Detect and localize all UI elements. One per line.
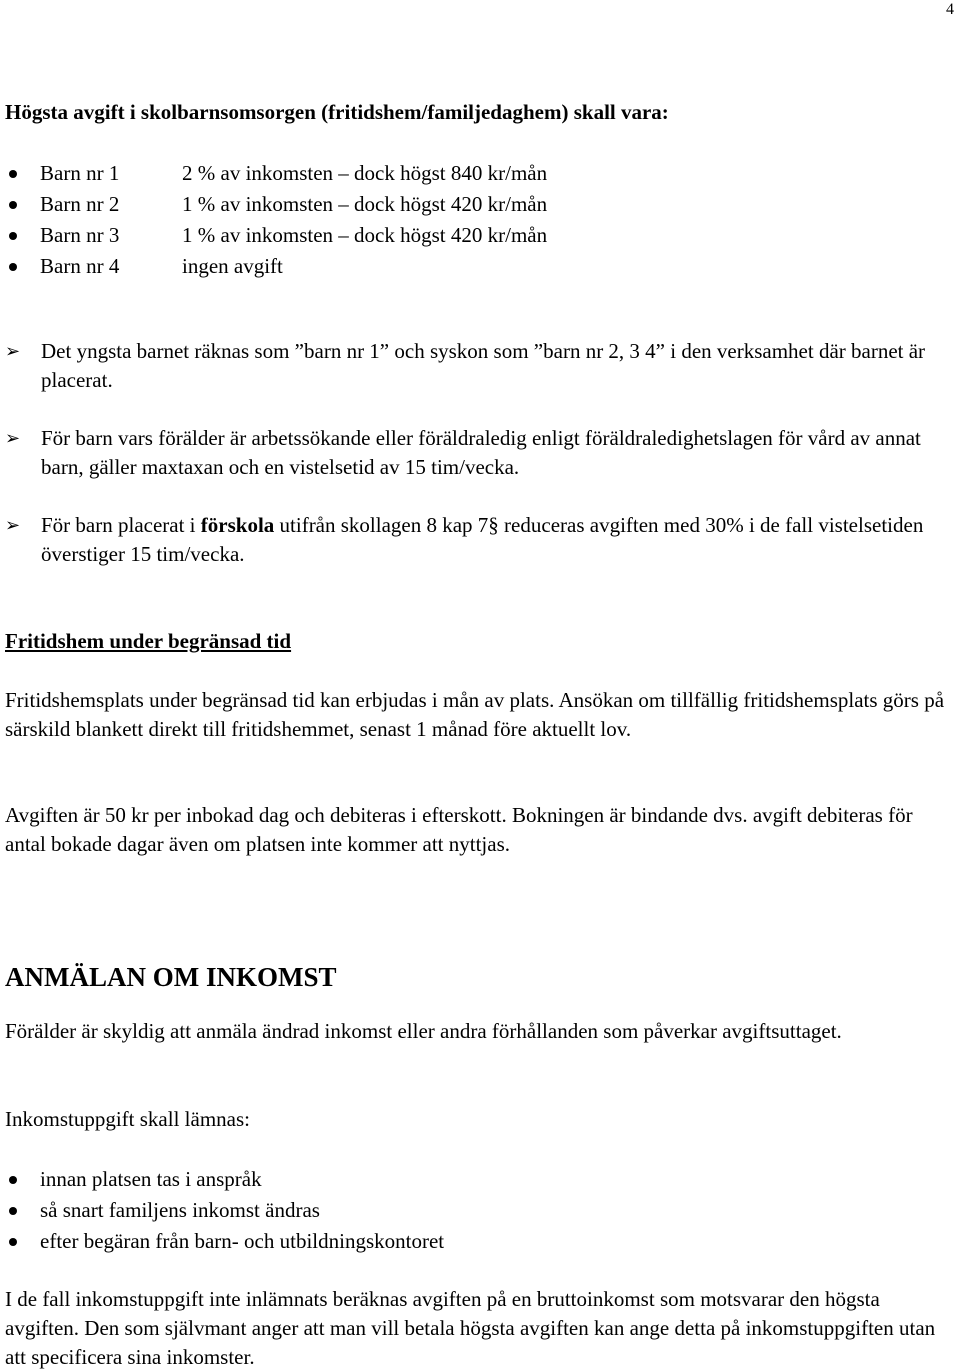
list-item (9, 1164, 444, 1195)
arrow-bullet-icon: ➢ (5, 428, 21, 448)
fee-amount: 1 % av inkomsten – dock högst 420 kr/mån (182, 192, 548, 216)
fee-amount: ingen avgift (182, 254, 283, 278)
income-list (9, 1164, 444, 1257)
section-title: Fritidshem under begränsad tid (5, 629, 292, 653)
page-number: 4 (946, 1, 954, 18)
list-item (9, 1195, 444, 1226)
income-heading: ANMÄLAN OM INKOMST (5, 962, 337, 992)
fee-amount: 2 % av inkomsten – dock högst 840 kr/mån (182, 161, 548, 185)
bullet-icon (9, 263, 17, 271)
arrow-list-item (5, 337, 955, 395)
closing-paragraph: I de fall inkomstuppgift inte inlämnats beräknas avgiften på en bruttoinkomst som motsvarar den högsta avgiften. Den som självmant anger att man vill betala högsta avgiften kan ange detta på inkomstuppgiften utan att specificera sina inkomster. (5, 1287, 936, 1369)
income-list-intro: Inkomstuppgift skall lämnas: (5, 1107, 250, 1131)
fee-row (9, 158, 547, 189)
bullet-icon (9, 1207, 17, 1215)
paragraph: Avgiften är 50 kr per inbokad dag och debiteras i efterskott. Bokningen är bindande dvs. avgift debiteras för antal bokade dagar även om platsen inte kommer att nyttjas. (5, 803, 913, 856)
fee-row (9, 251, 547, 282)
paragraph: Fritidshemsplats under begränsad tid kan erbjudas i mån av plats. Ansökan om tillfällig fritidshemsplats görs på särskild blankett direkt till fritidshemmet, senast 1 månad före aktuellt lov. (5, 688, 945, 741)
arrow-item-text-start: För barn placerat i (41, 513, 201, 537)
arrow-item-text: För barn vars förälder är arbetssökande eller föräldraledig enligt föräldraledighetslagen för vård av annat barn, gäller maxtaxan och en vistelsetid av 15 tim/vecka. (41, 426, 921, 479)
arrow-item-text (41, 511, 955, 569)
bullet-icon (9, 1238, 17, 1246)
bullet-icon (9, 1176, 17, 1184)
list-item-text: efter begäran från barn- och utbildningskontoret (40, 1229, 445, 1253)
fee-row (9, 189, 547, 220)
bullet-icon (9, 170, 17, 178)
fee-child: Barn nr 3 (40, 223, 120, 247)
fee-amount: 1 % av inkomsten – dock högst 420 kr/mån (182, 223, 548, 247)
arrow-list-item (5, 511, 955, 569)
fee-list (9, 158, 547, 282)
income-paragraph: Förälder är skyldig att anmäla ändrad inkomst eller andra förhållanden som påverkar avgiftsuttaget. (5, 1019, 842, 1043)
arrow-item-text: Det yngsta barnet räknas som ”barn nr 1” och syskon som ”barn nr 2, 3 4” i den verksamhet där barnet är placerat. (41, 339, 926, 392)
list-item-text: så snart familjens inkomst ändras (40, 1198, 320, 1222)
fee-row (9, 220, 547, 251)
arrow-bullet-icon: ➢ (5, 341, 21, 361)
fee-child: Barn nr 2 (40, 192, 120, 216)
list-item-text: innan platsen tas i anspråk (40, 1167, 262, 1191)
arrow-item-text-end: utifrån skollagen 8 kap 7§ reduceras avgiften med 30% i de fall vistelsetiden överstiger 15 tim/vecka. (41, 513, 924, 566)
arrow-bullet-icon: ➢ (5, 515, 21, 535)
fee-heading: Högsta avgift i skolbarnsomsorgen (fritidshem/familjedaghem) skall vara: (5, 100, 669, 124)
arrow-list-item (5, 424, 955, 482)
arrow-item-text-bold: förskola (200, 513, 275, 537)
fee-child: Barn nr 4 (40, 254, 120, 278)
fee-child: Barn nr 1 (40, 161, 120, 185)
list-item (9, 1226, 444, 1257)
bullet-icon (9, 201, 17, 209)
bullet-icon (9, 232, 17, 240)
